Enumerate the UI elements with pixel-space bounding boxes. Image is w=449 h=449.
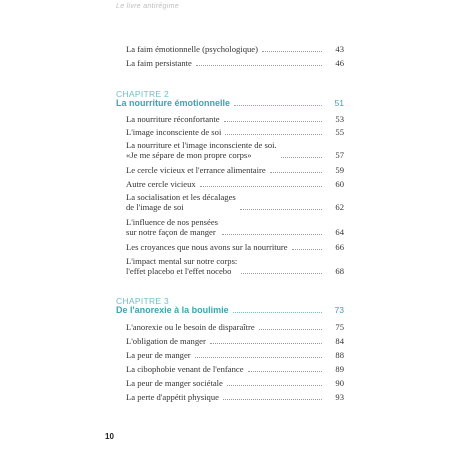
dot-leader	[210, 343, 322, 344]
dot-leader	[224, 121, 322, 122]
toc-entry-label: La peur de manger sociétale	[126, 378, 223, 388]
toc-entry-page: 66	[335, 242, 344, 252]
toc-entry-line: L'influence de nos pensées	[126, 217, 218, 227]
toc-entry-label: La cibophobie venant de l'enfance	[126, 364, 244, 374]
toc-entry-page: 68	[335, 266, 344, 277]
toc-entry-page: 60	[335, 179, 344, 189]
toc-entry-label: L'anorexie ou le besoin de disparaître	[126, 322, 255, 332]
dot-leader	[270, 172, 322, 173]
dot-leader	[281, 157, 322, 158]
toc-entry-multiline[interactable]	[126, 217, 344, 237]
toc-entry-label: Autre cercle vicieux	[126, 179, 196, 189]
dot-leader	[292, 249, 322, 250]
dot-leader	[225, 134, 322, 135]
chapter-2-title: La nourriture émotionnelle	[116, 98, 231, 108]
chapter-2-page: 51	[334, 98, 344, 108]
toc-entry-line: La socialisation et les décalages	[126, 192, 236, 202]
dot-leader	[195, 357, 322, 358]
dot-leader	[200, 186, 322, 187]
dot-leader	[227, 385, 322, 386]
toc-entry-label: L'obligation de manger	[126, 336, 206, 346]
toc-entry[interactable]	[126, 350, 344, 360]
chapter-3-label: CHAPITRE 3	[116, 296, 170, 306]
toc-entry-page: 43	[335, 44, 344, 54]
chapter-3-heading[interactable]	[116, 305, 344, 315]
toc-entry-line: de l'image de soi	[126, 202, 184, 213]
toc-entry-label: La faim persistante	[126, 58, 192, 68]
toc-entry[interactable]	[126, 165, 344, 175]
toc-entry-page: 75	[335, 322, 344, 332]
toc-entry[interactable]	[126, 322, 344, 332]
chapter-2-heading[interactable]	[116, 98, 344, 108]
toc-entry-multiline[interactable]	[126, 256, 344, 276]
toc-entry-page: 84	[335, 336, 344, 346]
chapter-2-label: CHAPITRE 2	[116, 89, 170, 99]
toc-entry-page: 88	[335, 350, 344, 360]
toc-entry-label: L'image inconsciente de soi	[126, 127, 222, 137]
toc-entry[interactable]	[126, 242, 344, 252]
toc-entry-label	[126, 140, 277, 160]
toc-entry-multiline[interactable]	[126, 192, 344, 212]
toc-entry-label: La faim émotionnelle (psychologique)	[126, 44, 258, 54]
toc-entry-page: 59	[335, 165, 344, 175]
dot-leader	[259, 329, 322, 330]
toc-entry-line: La nourriture et l'image inconsciente de soi.	[126, 140, 277, 150]
dot-leader	[241, 273, 322, 274]
toc-entry-page: 90	[335, 378, 344, 388]
toc-entry-label	[126, 192, 236, 212]
dot-leader	[234, 105, 322, 106]
toc-entry-line: l'effet placebo et l'effet nocebo	[126, 266, 232, 277]
toc-entry-label: La nourriture réconfortante	[126, 114, 220, 124]
toc-entry-page: 46	[335, 58, 344, 68]
toc-entry-page: 55	[335, 127, 344, 137]
toc-entry-line: sur notre façon de manger	[126, 227, 216, 238]
toc-entry-page: 89	[335, 364, 344, 374]
toc-entry-label: La perte d'appétit physique	[126, 392, 219, 402]
toc-entry[interactable]	[126, 127, 344, 137]
toc-entry-label: La peur de manger	[126, 350, 191, 360]
toc-entry-label: Les croyances que nous avons sur la nourriture	[126, 242, 288, 252]
toc-entry-page: 57	[335, 150, 344, 161]
toc-entry-label	[126, 217, 218, 237]
dot-leader	[196, 65, 322, 66]
toc-entry-page: 62	[335, 202, 344, 213]
toc-entry[interactable]	[126, 58, 344, 68]
dot-leader	[223, 399, 322, 400]
toc-entry[interactable]	[126, 179, 344, 189]
toc-entry[interactable]	[126, 392, 344, 402]
dot-leader	[248, 371, 322, 372]
toc-entry[interactable]	[126, 44, 344, 54]
toc-entry-page: 53	[335, 114, 344, 124]
dot-leader	[240, 209, 322, 210]
toc-entry-page: 64	[335, 227, 344, 238]
dot-leader	[222, 234, 322, 235]
toc-entry-line: L'impact mental sur notre corps:	[126, 256, 238, 266]
running-head: Le livre antirégime	[116, 3, 179, 10]
chapter-3-page: 73	[334, 305, 344, 315]
toc-entry[interactable]	[126, 364, 344, 374]
toc-entry-multiline[interactable]	[126, 140, 344, 160]
toc-entry-line: «Je me sépare de mon propre corps»	[126, 150, 252, 161]
toc-entry[interactable]	[126, 114, 344, 124]
chapter-3-title: De l'anorexie à la boulimie	[116, 305, 229, 315]
page-number: 10	[105, 432, 114, 441]
dot-leader	[233, 312, 322, 313]
toc-entry-label: Le cercle vicieux et l'errance alimentaire	[126, 165, 266, 175]
toc-entry[interactable]	[126, 336, 344, 346]
dot-leader	[262, 51, 322, 52]
toc-entry[interactable]	[126, 378, 344, 388]
toc-entry-label	[126, 256, 237, 276]
toc-entry-page: 93	[335, 392, 344, 402]
